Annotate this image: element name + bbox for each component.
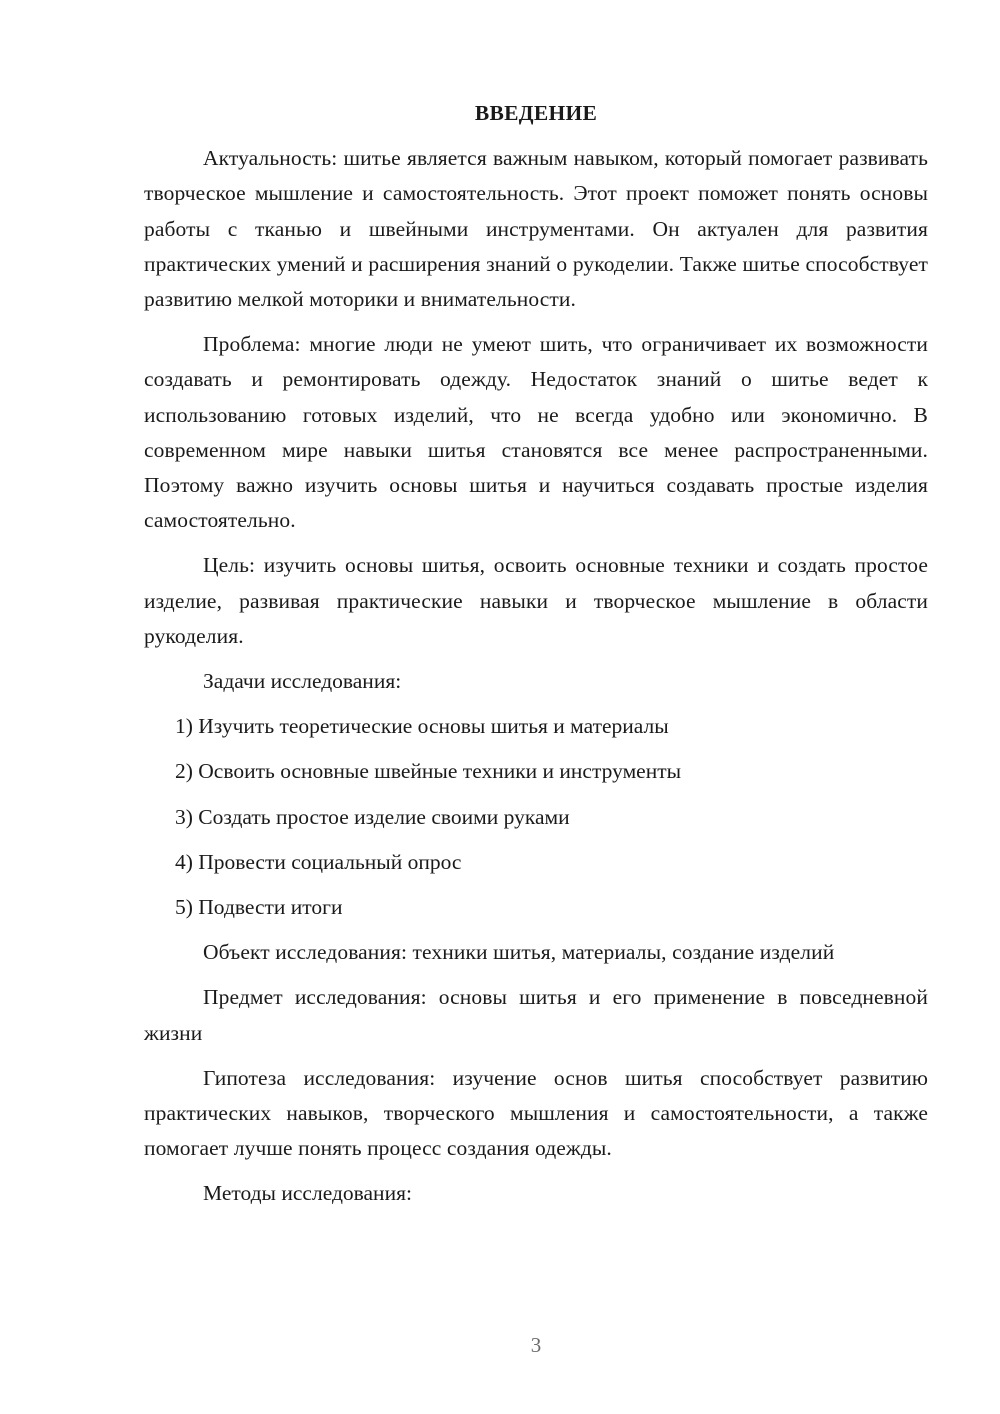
relevance-paragraph: Актуальность: шитье является важным навыком, который помогает развивать творческое мышление и самостоятельность. Этот проект поможет понять основы работы с тканью и швейными инструментами. Он актуален для развития практических умений и расширения знаний о рукоделии. Также шитье способствует развитию мелкой моторики и внимательности. — [144, 146, 928, 312]
document-page — [144, 96, 928, 1222]
object-paragraph: Объект исследования: техники шитья, материалы, создание изделий — [203, 940, 835, 965]
task-item: 2) Освоить основные швейные техники и инструменты — [175, 759, 682, 784]
problem-paragraph: Проблема: многие люди не умеют шить, что ограничивает их возможности создавать и ремонтировать одежду. Недостаток знаний о шитье ведет к использованию готовых изделий, что не всегда удобно или экономично. В современном мире навыки шитья становятся все менее распространенными. Поэтому важно изучить основы шитья и научиться создавать простые изделия самостоятельно. — [144, 332, 928, 533]
hypothesis-paragraph: Гипотеза исследования: изучение основ шитья способствует развитию практических навыков, творческого мышления и самостоятельности, а также помогает лучше понять процесс создания одежды. — [144, 1065, 928, 1161]
task-item: 3) Создать простое изделие своими руками — [175, 804, 570, 829]
page-number: 3 — [530, 1333, 542, 1357]
methods-title: Методы исследования: — [203, 1181, 412, 1206]
task-item: 5) Подвести итоги — [175, 895, 343, 920]
task-item: 1) Изучить теоретические основы шитья и материалы — [175, 714, 669, 739]
task-list — [144, 709, 928, 925]
goal-paragraph: Цель: изучить основы шитья, освоить основные техники и создать простое изделие, развивая практические навыки и творческое мышление в области рукоделия. — [144, 553, 928, 648]
section-heading: ВВЕДЕНИЕ — [474, 101, 598, 125]
task-item: 4) Провести социальный опрос — [175, 849, 462, 874]
subject-paragraph: Предмет исследования: основы шитья и его применение в повседневной жизни — [144, 985, 928, 1045]
tasks-title: Задачи исследования: — [203, 669, 402, 694]
